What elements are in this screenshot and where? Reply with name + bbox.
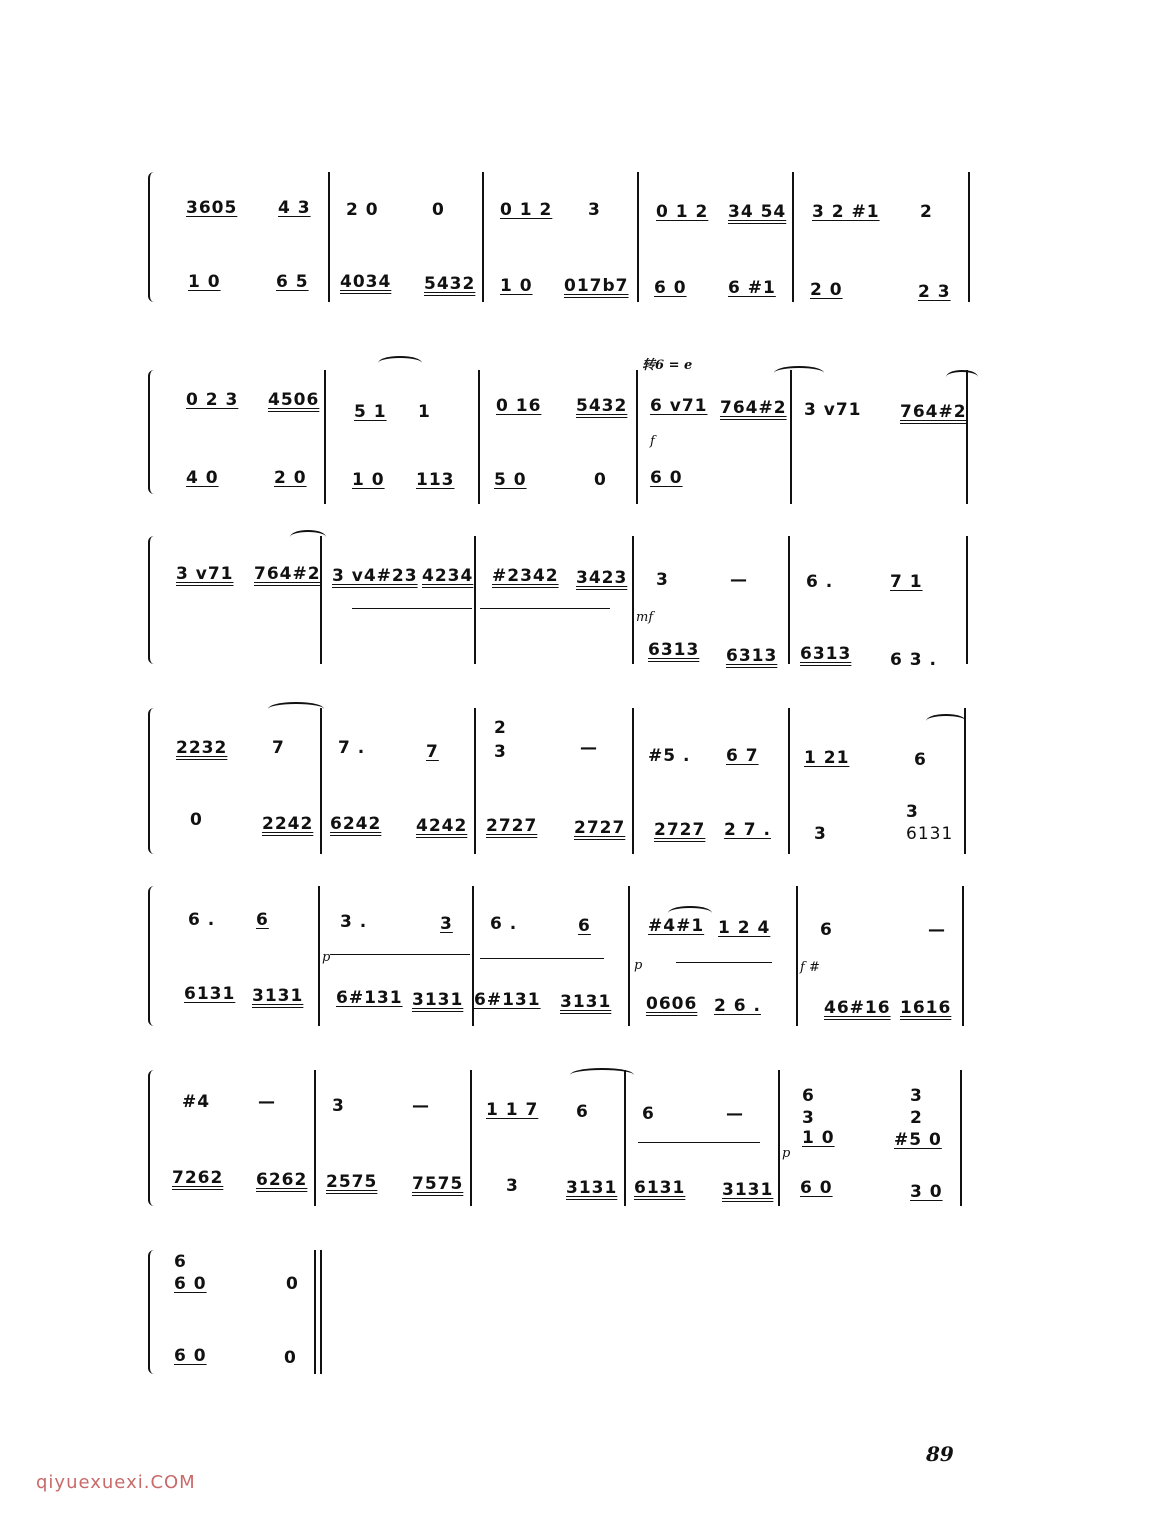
barline — [968, 172, 970, 302]
note: 2 — [910, 1108, 923, 1128]
note: 7262 — [172, 1168, 224, 1188]
note: 3 — [802, 1108, 815, 1128]
system-brace — [148, 536, 158, 664]
note: 2 0 — [346, 200, 379, 220]
note: 2 0 — [810, 280, 843, 300]
barline — [474, 536, 476, 664]
note: 4242 — [416, 816, 468, 836]
crescendo-line — [352, 608, 472, 609]
note: 6313 — [800, 644, 852, 664]
note: 3131 — [722, 1180, 774, 1200]
note: 2727 — [654, 820, 706, 840]
note: 764#2 — [254, 564, 321, 584]
note: 2 3 — [918, 282, 951, 302]
note: 0 — [284, 1348, 297, 1368]
note: #5 . — [648, 746, 691, 766]
barline — [320, 1250, 322, 1374]
note: 6 0 — [800, 1178, 833, 1198]
system-brace — [148, 1250, 158, 1374]
note: #5 0 — [894, 1130, 942, 1150]
note: 0 16 — [496, 396, 542, 416]
note: 6 0 — [174, 1274, 207, 1294]
note: 6 7 — [726, 746, 759, 766]
note: 6313 — [648, 640, 700, 660]
dynamic-mark: p — [782, 1146, 791, 1161]
note: 1 0 — [188, 272, 221, 292]
note: 3 — [440, 914, 453, 934]
page-number: 89 — [926, 1442, 954, 1466]
dynamic-mark: mf — [636, 610, 654, 625]
note: 6#131 — [474, 990, 541, 1010]
note: 1 1 7 — [486, 1100, 539, 1120]
crescendo-line — [638, 1142, 760, 1143]
barline — [792, 172, 794, 302]
note: 3131 — [560, 992, 612, 1012]
key-change-mark: 转6 = e — [642, 358, 693, 373]
system-brace — [148, 708, 158, 854]
note: 3 2 #1 — [812, 202, 880, 222]
note: 113 — [416, 470, 455, 490]
barline — [328, 172, 330, 302]
note: 6 3 . — [890, 650, 937, 670]
barline — [482, 172, 484, 302]
score-system-6 — [140, 1070, 980, 1206]
note: 0 — [594, 470, 607, 490]
crescendo-line — [480, 608, 610, 609]
barline — [636, 370, 638, 504]
system-brace — [148, 886, 158, 1026]
note: 6313 — [726, 646, 778, 666]
dynamic-mark: p — [634, 958, 643, 973]
note: 3131 — [412, 990, 464, 1010]
note: 3423 — [576, 568, 628, 588]
note: #4#1 — [648, 916, 705, 936]
note: 5432 — [576, 396, 628, 416]
note: 3 — [506, 1176, 519, 1196]
note: 6 5 — [276, 272, 309, 292]
note: 6 0 — [650, 468, 683, 488]
barline — [960, 1070, 962, 1206]
watermark: qiyuexuexi.COM — [36, 1472, 196, 1493]
note: 6 — [576, 1102, 589, 1122]
barline — [962, 886, 964, 1026]
score-system-7 — [140, 1250, 340, 1374]
note: 4 0 — [186, 468, 219, 488]
score-system-2 — [140, 348, 980, 504]
barline — [320, 536, 322, 664]
note: 6 . — [806, 572, 834, 592]
score-system-4 — [140, 708, 980, 854]
note: 6 — [256, 910, 269, 930]
note: — — [580, 738, 598, 758]
barline — [624, 1070, 626, 1206]
note: 6 — [820, 920, 833, 940]
note: 764#2 — [720, 398, 787, 418]
note: 6262 — [256, 1170, 308, 1190]
barline — [788, 708, 790, 854]
barline — [474, 708, 476, 854]
note: 1 0 — [802, 1128, 835, 1148]
note: 6 0 — [174, 1346, 207, 1366]
barline — [628, 886, 630, 1026]
note: 1 0 — [500, 276, 533, 296]
note: 4506 — [268, 390, 320, 410]
barline — [966, 370, 968, 504]
note: 2575 — [326, 1172, 378, 1192]
barline — [637, 172, 639, 302]
note: 46#16 — [824, 998, 891, 1018]
note: #4 — [182, 1092, 211, 1112]
note: — — [412, 1096, 430, 1116]
note: 3 v71 — [804, 400, 862, 420]
note: 6131 — [634, 1178, 686, 1198]
note: 0606 — [646, 994, 698, 1014]
note: 3 . — [340, 912, 368, 932]
note: 3131 — [566, 1178, 618, 1198]
note: 6 — [578, 916, 591, 936]
note: 6 — [642, 1104, 655, 1124]
note: — — [928, 920, 946, 940]
note: 2 — [494, 718, 507, 738]
note: 2 — [920, 202, 933, 222]
note: 7 . — [338, 738, 366, 758]
note: 3 v4#23 — [332, 566, 418, 586]
note: 34 54 — [728, 202, 787, 222]
barline — [478, 370, 480, 504]
barline — [790, 370, 792, 504]
barline — [324, 370, 326, 504]
system-brace — [148, 1070, 158, 1206]
slur — [926, 714, 966, 728]
barline — [470, 1070, 472, 1206]
note: 017b7 — [564, 276, 629, 296]
note: 4 3 — [278, 198, 311, 218]
note: 6 — [914, 750, 927, 770]
dynamic-mark: p — [322, 950, 331, 965]
dynamic-mark: f — [650, 434, 655, 449]
barline — [314, 1250, 316, 1374]
barline — [796, 886, 798, 1026]
crescendo-line — [480, 958, 604, 959]
note: 6 0 — [654, 278, 687, 298]
system-brace — [148, 172, 158, 302]
note: 2242 — [262, 814, 314, 834]
note: 7575 — [412, 1174, 464, 1194]
note: 0 — [432, 200, 445, 220]
note: 2 0 — [274, 468, 307, 488]
note: — — [730, 570, 748, 590]
note: 3131 — [252, 986, 304, 1006]
note: 3 — [656, 570, 669, 590]
note: 6#131 — [336, 988, 403, 1008]
note: 2 7 . — [724, 820, 771, 840]
note: 6 — [174, 1252, 187, 1272]
crescendo-line — [676, 962, 772, 963]
slur — [290, 530, 326, 544]
note: 4034 — [340, 272, 392, 292]
note: 6 . — [490, 914, 518, 934]
barline — [778, 1070, 780, 1206]
note: — — [258, 1092, 276, 1112]
note: 0 1 2 — [500, 200, 553, 220]
note: 1 — [418, 402, 431, 422]
note: 764#2 — [900, 402, 967, 422]
note: #2342 — [492, 566, 559, 586]
note: 3 — [494, 742, 507, 762]
note: 3 — [910, 1086, 923, 1106]
note: 6 — [802, 1086, 815, 1106]
barline — [632, 536, 634, 664]
note: 7 1 — [890, 572, 923, 592]
slur — [570, 1068, 634, 1082]
note: 4234 — [422, 566, 474, 586]
note: 6242 — [330, 814, 382, 834]
dynamic-mark: f # — [800, 960, 820, 975]
note: 7 — [272, 738, 285, 758]
note: 6 #1 — [728, 278, 776, 298]
barline — [318, 886, 320, 1026]
note: 1616 — [900, 998, 952, 1018]
barline — [314, 1070, 316, 1206]
score-system-1 — [140, 172, 980, 302]
note: 3 — [332, 1096, 345, 1116]
note: 5 0 — [494, 470, 527, 490]
note: 0 — [286, 1274, 299, 1294]
note: 1 2 4 — [718, 918, 771, 938]
note: 3605 — [186, 198, 238, 218]
note: 2727 — [574, 818, 626, 838]
barline — [964, 708, 966, 854]
barline — [320, 708, 322, 854]
slur — [268, 702, 324, 716]
barline — [632, 708, 634, 854]
note: 6 v71 — [650, 396, 708, 416]
note: 6131 — [906, 824, 954, 844]
crescendo-line — [330, 954, 470, 955]
note: 0 1 2 — [656, 202, 709, 222]
note: 3 — [588, 200, 601, 220]
barline — [788, 536, 790, 664]
note: 1 21 — [804, 748, 850, 768]
slur — [378, 356, 422, 370]
note: 0 2 3 — [186, 390, 239, 410]
slur — [946, 370, 978, 384]
note: 3 — [814, 824, 827, 844]
note: 3 — [906, 802, 919, 822]
note: — — [726, 1104, 744, 1124]
barline — [966, 536, 968, 664]
note: 3 v71 — [176, 564, 234, 584]
note: 6 . — [188, 910, 216, 930]
note: 2 6 . — [714, 996, 761, 1016]
note: 7 — [426, 742, 439, 762]
note: 2232 — [176, 738, 228, 758]
score-system-3 — [140, 536, 980, 670]
note: 0 — [190, 810, 203, 830]
note: 5 1 — [354, 402, 387, 422]
note: 3 0 — [910, 1182, 943, 1202]
score-system-5 — [140, 886, 980, 1026]
note: 6131 — [184, 984, 236, 1004]
note: 5432 — [424, 274, 476, 294]
note: 1 0 — [352, 470, 385, 490]
note: 2727 — [486, 816, 538, 836]
slur — [774, 366, 824, 380]
system-brace — [148, 370, 158, 494]
